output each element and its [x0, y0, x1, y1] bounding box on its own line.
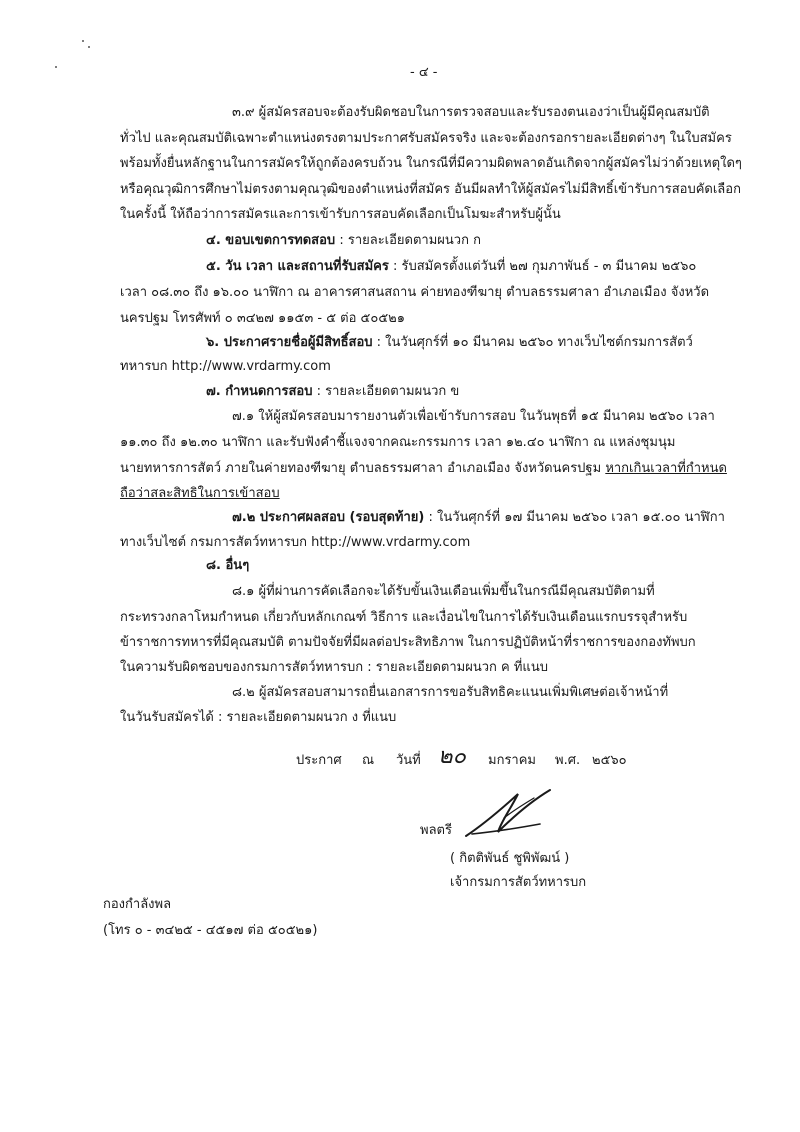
section-6 [206, 334, 693, 352]
item-7-1-line-3 [120, 460, 727, 478]
section-4 [206, 232, 481, 250]
item-8-2-line-2: ในวันรับสมัครได้ : รายละเอียดตามผนวก ง ที่แนบ [120, 710, 397, 725]
section-7-text: : รายละเอียดตามผนวก ข [312, 384, 460, 399]
item-8-1-line-4: ในความรับผิดชอบของกรมการสัตว์ทหารบก : รายละเอียดตามผนวก ค ที่แนบ [120, 660, 548, 675]
section-6-first-line: : ในวันศุกร์ที่ ๑๐ มีนาคม ๒๕๖๐ ทางเว็บไซต์กรมการสัตว์ [372, 335, 693, 350]
item-7-1-line-1: ๗.๑ ให้ผู้สมัครสอบมารายงานตัวเพื่อเข้ารับการสอบ ในวันพุธที่ ๑๕ มีนาคม ๒๕๖๐ เวลา [232, 409, 715, 424]
section-5-first-line: : รับสมัครตั้งแต่วันที่ ๒๗ กุมภาพันธ์ - ๓ มีนาคม ๒๕๖๐ [388, 259, 697, 274]
announcement-day-label: วันที่ [396, 753, 421, 768]
section-7 [206, 383, 459, 401]
section-6-line-2: ทหารบก http://www.vrdarmy.com [120, 359, 331, 374]
announcement-at: ณ [362, 753, 375, 768]
item-7-1-line-3-text: นายทหารการสัตว์ ภายในค่ายทองฑีฆายุ ตำบลธรรมศาลา อำเภอเมือง จังหวัดนครปฐม [120, 461, 606, 476]
section-6-heading: ๖. ประกาศรายชื่อผู้มีสิทธิ์สอบ [206, 335, 373, 350]
scan-speck [88, 46, 90, 48]
item-8-1-line-1: ๘.๑ ผู้ที่ผ่านการคัดเลือกจะได้รับขั้นเงินเดือนเพิ่มขึ้นในกรณีมีคุณสมบัติตามที่ [232, 584, 655, 599]
announcement-day: ๒๐ [438, 744, 466, 769]
section-8-heading: ๘. อื่นๆ [206, 558, 250, 573]
section-5-line-2: เวลา ๐๘.๓๐ ถึง ๑๖.๐๐ นาฬิกา ณ อาคารศาสนสถาน ค่ายทองฑีฆายุ ตำบลธรรมศาลา อำเภอเมือง จังหวัด [120, 285, 710, 300]
section-3-9-line-1: ๓.๙ ผู้สมัครสอบจะต้องรับผิดชอบในการตรวจสอบและรับรองตนเองว่าเป็นผู้มีคุณสมบัติ [232, 105, 710, 120]
signature-scribble [458, 788, 558, 843]
section-7-heading: ๗. กำหนดการสอบ [206, 384, 313, 399]
scan-speck [55, 66, 57, 68]
section-5-heading: ๕. วัน เวลา และสถานที่รับสมัคร [206, 259, 389, 274]
section-3-9-line-5: ในครั้งนี้ ให้ถือว่าการสมัครและการเข้ารับการสอบคัดเลือกเป็นโมฆะสำหรับผู้นั้น [120, 207, 561, 222]
announcement-year-label: พ.ศ. [555, 753, 581, 768]
item-7-1-deadline-note: หากเกินเวลาที่กำหนด [605, 461, 727, 476]
item-8-2-line-1: ๘.๒ ผู้สมัครสอบสามารถยื่นเอกสารการขอรับสิทธิคะแนนเพิ่มพิเศษต่อเจ้าหน้าที่ [232, 685, 669, 700]
section-4-heading: ๔. ขอบเขตการทดสอบ [206, 233, 336, 248]
section-3-9-line-4: หรือคุณวุฒิการศึกษาไม่ตรงตามคุณวุฒิของตำแหน่งที่สมัคร อันมีผลทำให้ผู้สมัครไม่มีสิทธิ์เข้ารับการสอบคัดเลือก [120, 182, 741, 197]
item-7-2-heading: ๗.๒ ประกาศผลสอบ (รอบสุดท้าย) [232, 510, 425, 525]
item-7-2-first-line: : ในวันศุกร์ที่ ๑๗ มีนาคม ๒๕๖๐ เวลา ๑๕.๐๐ นาฬิกา [424, 510, 725, 525]
section-4-text: : รายละเอียดตามผนวก ก [335, 233, 481, 248]
item-7-1-line-2: ๑๑.๓๐ ถึง ๑๒.๓๐ นาฬิกา และรับฟังคำชี้แจงจากคณะกรรมการ เวลา ๑๒.๔๐ นาฬิกา ณ แหล่งชุมนุม [120, 435, 676, 450]
footer-phone: (โทร ๐ - ๓๔๒๕ - ๔๕๑๗ ต่อ ๕๐๕๒๑) [103, 923, 318, 938]
signature-position: เจ้ากรมการสัตว์ทหารบก [450, 875, 587, 890]
section-5-line-3: นครปฐม โทรศัพท์ ๐ ๓๔๒๗ ๑๑๕๓ - ๕ ต่อ ๕๐๕๒๑ [120, 311, 405, 326]
announcement-year: ๒๕๖๐ [592, 753, 627, 768]
signature-name: ( กิตติพันธ์ ชูพิพัฒน์ ) [450, 851, 570, 866]
section-5 [206, 258, 696, 276]
signature-stroke-cross [504, 798, 534, 818]
section-3-9-line-3: พร้อมทั้งยื่นหลักฐานในการสมัครให้ถูกต้องครบถ้วน ในกรณีที่มีความผิดพลาดอันเกิดจากผู้สมัครไม่ว่าด้วยเหตุใดๆ [120, 156, 742, 171]
scan-speck [82, 40, 84, 42]
item-8-1-line-3: ข้าราชการทหารที่มีคุณสมบัติ ตามปัจจัยที่มีผลต่อประสิทธิภาพ ในการปฏิบัติหน้าที่ราชการของกองทัพบก [120, 635, 696, 650]
item-7-2-line-2: ทางเว็บไซต์ กรมการสัตว์ทหารบก http://www.vrdarmy.com [120, 535, 471, 550]
signature-rank: พลตรี [420, 823, 452, 838]
page-number: - ๔ - [410, 65, 438, 80]
section-3-9-line-2: ทั่วไป และคุณสมบัติเฉพาะตำแหน่งตรงตามประกาศรับสมัครจริง และจะต้องกรอกรายละเอียดต่างๆ ในใบสมัคร [120, 131, 732, 146]
item-8-1-line-2: กระทรวงกลาโหมกำหนด เกี่ยวกับหลักเกณฑ์ วิธีการ และเงื่อนไขในการได้รับเงินเดือนแรกบรรจุสำหรับ [120, 610, 688, 625]
announcement-month: มกราคม [488, 753, 536, 768]
announcement-label: ประกาศ [296, 753, 342, 768]
item-7-1-forfeit-note: ถือว่าสละสิทธิในการเข้าสอบ [120, 486, 280, 501]
item-7-2 [232, 509, 725, 527]
footer-department: กองกำลังพล [103, 897, 172, 912]
